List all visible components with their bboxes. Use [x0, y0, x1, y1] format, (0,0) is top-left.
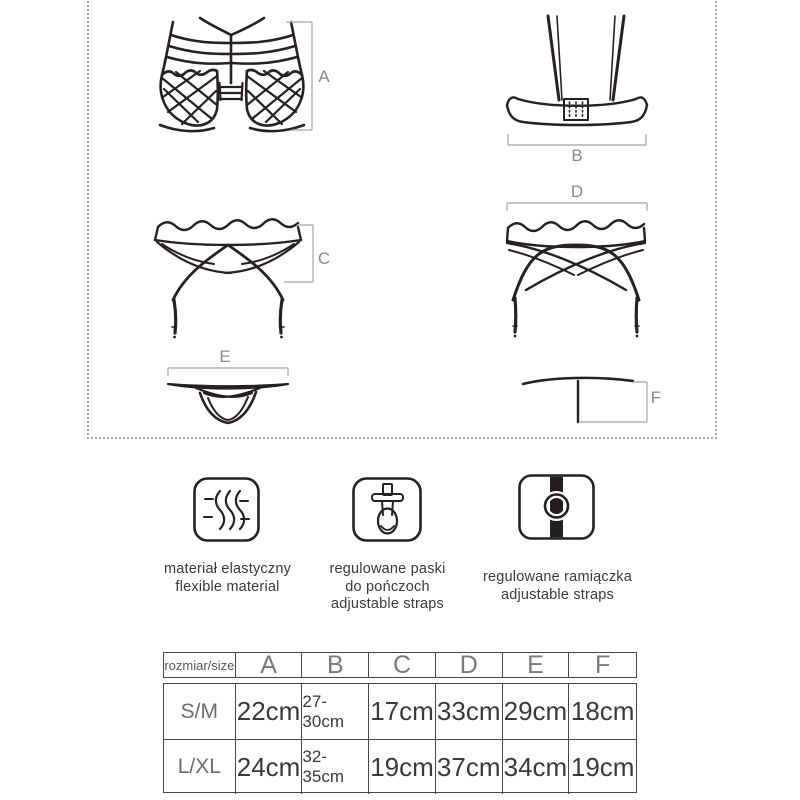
value-cell-b: 27-30cm — [302, 684, 369, 739]
panty-back-diagram — [505, 358, 685, 433]
caption-line: regulowane ramiączka — [482, 569, 633, 585]
caption-line: flexible material — [175, 578, 280, 595]
table-row-sm — [164, 684, 636, 739]
measurement-label-a: A — [318, 67, 330, 86]
size-table-body — [163, 683, 637, 793]
panty-front-diagram — [148, 345, 333, 430]
garter-belt-back-diagram — [478, 178, 683, 343]
caption-line: adjustable straps — [500, 586, 615, 603]
header-cell-e: E — [503, 653, 570, 677]
caption-line: adjustable straps — [330, 596, 445, 612]
feature-caption-elastic — [130, 561, 325, 596]
header-cell-c: C — [369, 653, 436, 677]
caption-line: regulowane paski — [329, 561, 446, 577]
measurement-label-d: D — [570, 182, 584, 201]
size-table-header — [163, 652, 637, 678]
caption-line: do pończoch — [345, 578, 430, 595]
bra-front-diagram — [140, 5, 345, 140]
caption-line: materiał elastyczny — [163, 561, 292, 577]
garter-belt-front-diagram — [138, 210, 343, 342]
value-cell-f: 18cm — [570, 696, 635, 726]
measurement-label-b: B — [571, 146, 583, 165]
feature-caption-straps — [455, 569, 660, 604]
size-cell: S/M — [164, 684, 236, 739]
value-cell-a: 22cm — [236, 684, 303, 739]
header-cell-d: D — [436, 653, 503, 677]
header-cell-f: F — [595, 650, 611, 679]
value-cell-e: 34cm — [503, 740, 570, 794]
measurement-label-e: E — [219, 347, 231, 366]
feature-caption-garter — [300, 561, 475, 614]
value-cell-a: 24cm — [236, 740, 303, 794]
garter-clip-icon — [352, 477, 422, 542]
value-cell-c: 17cm — [369, 684, 436, 739]
value-cell-e: 29cm — [503, 684, 570, 739]
bra-back-diagram — [478, 8, 683, 168]
elastic-material-icon — [193, 477, 260, 542]
header-cell-a: A — [236, 653, 303, 677]
size-cell: L/XL — [164, 740, 236, 794]
measurement-label-f: F — [650, 388, 662, 407]
value-cell-d: 33cm — [436, 684, 503, 739]
measurement-label-c: C — [317, 249, 331, 268]
header-cell-rozmiar: rozmiar/size — [164, 653, 236, 677]
value-cell-b: 32-35cm — [302, 740, 369, 794]
value-cell-f: 19cm — [570, 751, 635, 782]
table-row-lxl — [164, 739, 636, 794]
value-cell-d: 37cm — [436, 740, 503, 794]
header-cell-b: B — [302, 653, 369, 677]
value-cell-c: 19cm — [369, 740, 436, 794]
strap-adjuster-icon — [518, 474, 595, 540]
